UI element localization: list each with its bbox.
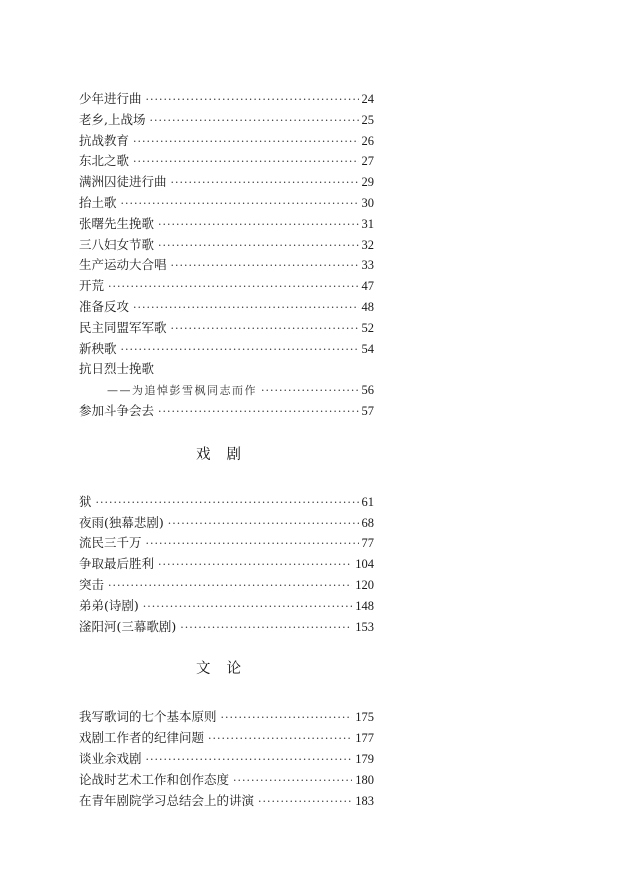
toc-entry[interactable] [79,193,374,214]
page-number: 153 [355,619,374,634]
toc-entry[interactable] [79,214,374,235]
entry-title: 少年进行曲 [79,91,142,106]
entry-title: 张曙先生挽歌 [79,215,155,231]
dot-leader [261,381,359,402]
page-number: 24 [361,92,374,106]
page-number: 61 [361,494,374,509]
page-number: 57 [361,403,374,418]
entry-title: 抬土歌 [79,194,117,210]
entry-title: 东北之歌 [79,153,130,169]
dot-leader [158,555,352,576]
toc-entry[interactable] [79,297,374,318]
entry-title: 准备反攻 [79,298,130,314]
entry-title: 弟弟(诗剧) [79,597,139,613]
page-number: 56 [361,383,374,398]
entry-title: 我写歌词的七个基本原则 [79,709,217,725]
table-of-contents [79,89,374,811]
toc-entry[interactable] [79,131,374,152]
toc-entry[interactable] [79,596,374,617]
dot-leader [180,618,352,639]
entry-title: 开荒 [79,278,105,294]
page-number: 120 [355,577,374,592]
section-heading-essays: 文论 [196,661,257,678]
page-number: 148 [355,598,374,613]
entry-title: 三八妇女节歌 [79,236,155,252]
entry-title: 生产运动大合唱 [79,257,167,273]
dot-leader [146,534,359,555]
dot-leader [258,792,352,813]
toc-entry[interactable] [79,89,374,110]
entry-subtitle: ——为追悼彭雪枫同志而作 [107,384,257,398]
entry-title: 戏剧工作者的纪律问题 [79,730,205,746]
toc-entry[interactable] [79,513,374,534]
page-number: 104 [355,557,374,572]
page-number: 52 [361,320,374,335]
toc-entry[interactable] [79,575,374,596]
toc-entry-heading-line[interactable] [79,359,374,380]
toc-entry[interactable] [79,276,374,297]
toc-entry[interactable] [79,235,374,256]
page-number: 183 [355,793,374,808]
entry-title: 狱 [79,493,92,509]
dot-leader [133,152,358,173]
entry-title: 抗战教育 [79,132,130,148]
dot-leader [158,236,358,257]
entry-title: 争取最后胜利 [79,556,155,572]
entry-title: 夜雨(独幕悲剧) [79,514,164,530]
dot-leader [233,771,352,792]
toc-entry[interactable] [79,554,374,575]
toc-entry[interactable] [79,110,374,131]
toc-entry[interactable] [79,318,374,339]
toc-entry[interactable] [79,151,374,172]
page-number: 29 [361,175,374,190]
dot-leader [171,256,359,277]
page-number: 177 [355,731,374,746]
dot-leader [149,111,358,132]
toc-entry[interactable] [79,728,374,749]
songs-section [79,89,374,422]
dot-leader [158,215,358,236]
dot-leader [171,173,359,194]
toc-entry[interactable] [79,617,374,638]
dot-leader [221,708,353,729]
page-number: 31 [361,216,374,231]
toc-entry[interactable] [79,707,374,728]
page-number: 32 [361,237,374,252]
toc-entry[interactable] [79,172,374,193]
page-number: 77 [361,536,374,551]
dot-leader [168,514,359,535]
dot-leader [171,319,359,340]
entry-title: 突击 [79,576,105,592]
dot-leader [108,277,358,298]
entry-title: 新秧歌 [79,340,117,356]
page-number: 68 [361,515,374,530]
essays-section [79,707,374,811]
dot-leader [158,402,358,423]
page-number: 48 [361,299,374,314]
page-number: 180 [355,772,374,787]
page-number: 33 [361,258,374,273]
entry-title: 满洲囚徒进行曲 [79,174,167,190]
dot-leader [146,90,359,111]
page-number: 30 [361,195,374,210]
dot-leader [96,493,359,514]
toc-entry[interactable] [79,770,374,791]
dot-leader [146,750,353,771]
toc-entry[interactable] [79,492,374,513]
page-number: 175 [355,710,374,725]
entry-title: 谈业余戏剧 [79,750,142,766]
dot-leader [208,729,352,750]
toc-entry[interactable] [79,791,374,812]
toc-entry-subtitle[interactable] [79,380,374,401]
page-number: 25 [361,112,374,127]
dot-leader [143,597,352,618]
page-number: 26 [361,133,374,148]
entry-title: 抗日烈士挽歌 [79,361,155,377]
toc-entry[interactable] [79,339,374,360]
dot-leader [133,132,358,153]
entry-title: 流民三千万 [79,535,142,551]
dot-leader [121,340,359,361]
page-number: 179 [355,751,374,766]
dot-leader [108,576,352,597]
entry-title: 在青年剧院学习总结会上的讲演 [79,792,255,808]
dot-leader [121,194,359,215]
page-number: 27 [361,154,374,169]
entry-title: 滏阳河(三幕歌剧) [79,618,177,634]
toc-entry[interactable] [79,749,374,770]
entry-title: 参加斗争会去 [79,402,155,418]
toc-entry[interactable] [79,255,374,276]
toc-entry[interactable] [79,401,374,422]
section-heading-drama: 戏剧 [196,446,257,463]
entry-title: 民主同盟军军歌 [79,319,167,335]
entry-title: 老乡,上战场 [79,111,146,127]
dot-leader [133,298,358,319]
drama-section [79,492,374,638]
page-number: 54 [361,341,374,356]
entry-title: 论战时艺术工作和创作态度 [79,771,230,787]
toc-entry[interactable] [79,533,374,554]
page-number: 47 [361,279,374,294]
